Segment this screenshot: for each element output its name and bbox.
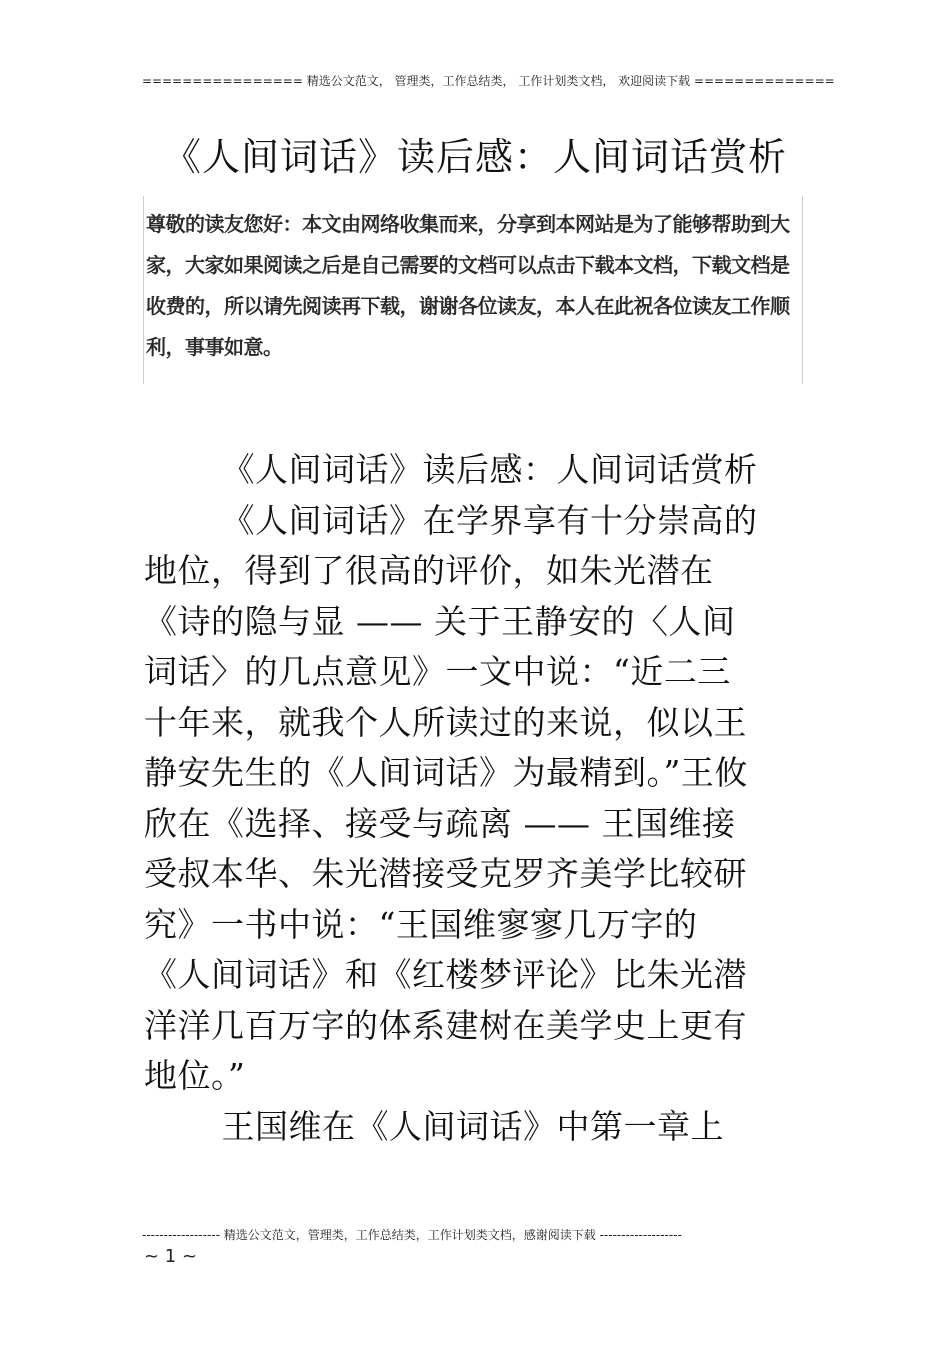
page-footer: ------------------ 精选公文范文，管理类，工作总结类，工作计划类文档，感谢阅读下载 -------------------: [142, 1228, 682, 1242]
document-title: 《人间词话》读后感：人间词话赏析: [162, 135, 787, 179]
page-header: ================ 精选公文范文， 管理类，工作总结类， 工作计划类文档， 欢迎阅读下载 ==============: [142, 74, 835, 88]
body-paragraph-2: 王国维在《人间词话》中第一章上: [221, 1106, 725, 1146]
page-number: ~ 1 ~: [144, 1246, 198, 1267]
document-body: [144, 445, 764, 1152]
body-heading: 《人间词话》读后感：人间词话赏析: [221, 450, 758, 489]
notice-text: 尊敬的读友您好：本文由网络收集而来，分享到本网站是为了能够帮助到大家，大家如果阅读之后是自己需要的文档可以点击下载本文档，下载文档是收费的，所以请先阅读再下载，谢谢各位读友，本人在此祝各位读友工作顺利，事事如意。: [146, 212, 790, 359]
body-paragraph-1: 《人间词话》在学界享有十分崇高的地位，得到了很高的评价，如朱光潜在《诗的隐与显 —— 关于王静安的〈人间词话〉的几点意见》一文中说：“近二三十年来，就我个人所读过的来说，似以王静安先生的《人间词话》为最精到。”王攸欣在《选择、接受与疏离 —— 王国维接受叔本华、朱光潜接受克罗齐美学比较研究》一书中说：“王国维寥寥几万字的《人间词话》和《红楼梦评论》比朱光潜洋洋几百万字的体系建树在美学史上更有地位。”: [144, 500, 758, 1095]
notice-box: [143, 196, 803, 384]
